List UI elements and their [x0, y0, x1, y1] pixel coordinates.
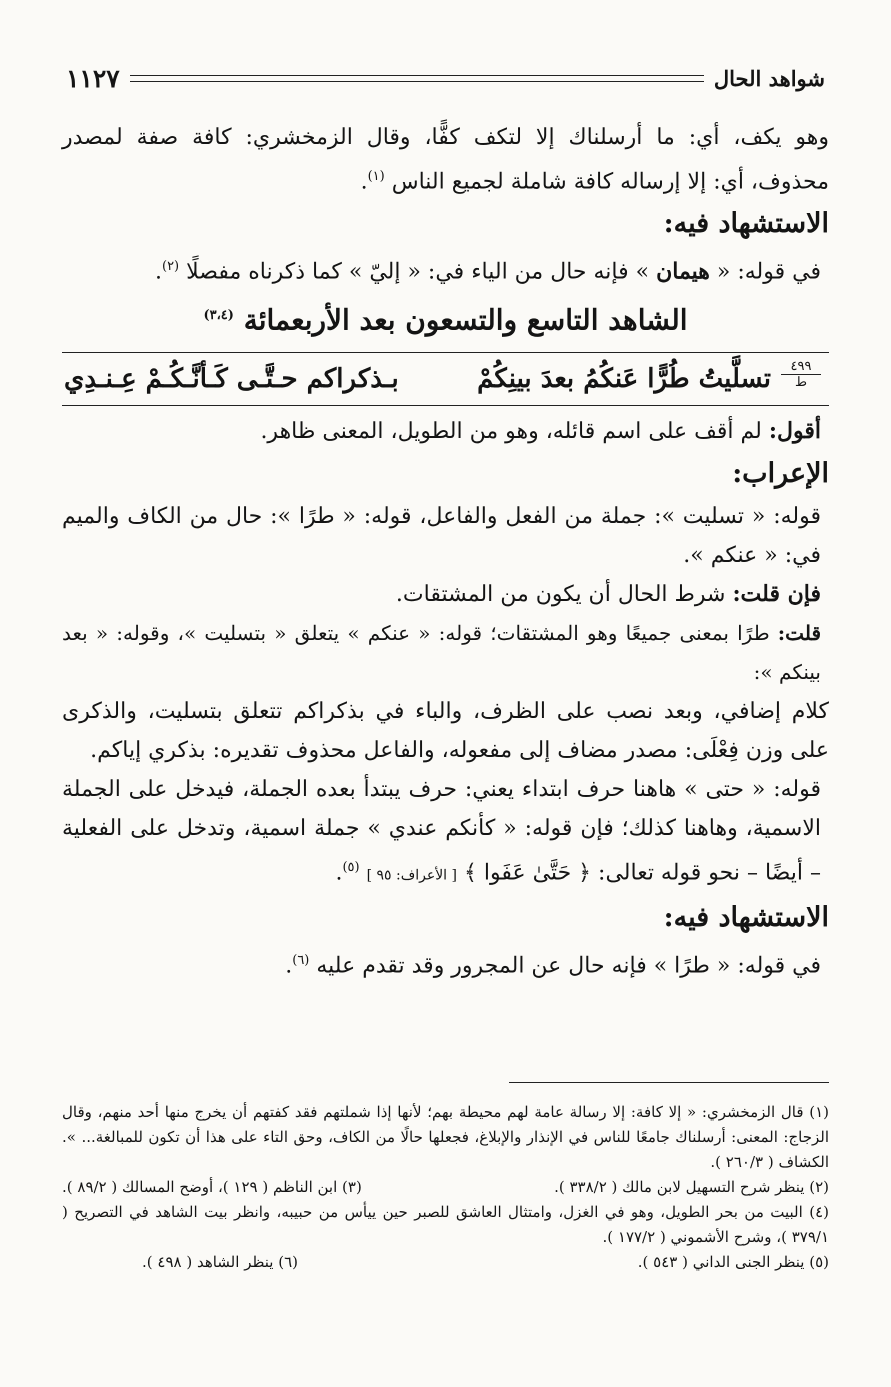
verse-first-hemistich: تسلَّيتُ طُرًّا عَنكُمُ بعدَ بينِكُمْ: [477, 363, 771, 394]
footnote-6: (٦) ينظر الشاهد ( ٤٩٨ ).: [142, 1253, 299, 1271]
paragraph-in-qulta: فإن قلت: شرط الحال أن يكون من المشتقات.: [395, 580, 821, 607]
page-number: ١١٢٧: [66, 63, 120, 93]
page-header: [66, 62, 825, 94]
verse-second-hemistich: بـذكراكم حـتَّـى كَـأنَّـكُـمْ عِـنـدِي: [64, 363, 399, 394]
paragraph-istishhad-2: في قوله: « طرًا » فإنه حال عن المجرور وقد تقدم عليه $^{(٦)}$.: [285, 953, 821, 979]
paragraph-aqul: أقول: لم أقف على اسم قائله، وهو من الطويل، المعنى ظاهر.: [260, 417, 821, 444]
verse-number: ٤٩٩ ط: [781, 359, 821, 390]
paragraph-qultu-rest: كلام إضافي، وبعد نصب على الظرف، والباء في بذكراكم تتعلق بتسليت، والذكرى على وزن فِعْلَى: مصدر مضاف إلى مفعوله، والفاعل محذوف تقديره: بذكري إياكم.: [62, 698, 829, 763]
footnote-5: (٥) ينظر الجنى الداني ( ٥٤٣ ).: [637, 1253, 829, 1271]
heading-istishhad: الاستشهاد فيه:: [663, 208, 829, 240]
shahid-title: الشاهد التاسع والتسعون بعد الأربعمائة $^{(٣،٤)}$: [203, 302, 688, 336]
footnotes: [62, 1100, 829, 1275]
footnote-row-2-3: [62, 1175, 829, 1200]
heading-irab: الإعراب:: [732, 457, 829, 489]
footnote-1: (١) قال الزمخشري: « إلا كافة: إلا رسالة عامة لهم محيطة بهم؛ لأنها إذا شملتهم فقد كفتهم أن يخرج منها أحد منهم، وقال الزجاج: المعنى: أرسلناك جامعًا للناس في الإنذار والإبلاغ، فجعلها حالًا من الكاف، وحق التاء على هذا أن تكون للمبالغة... ». الكشاف ( ٢٦٠/٣ ).: [62, 1103, 829, 1171]
paragraph-istishhad-1: في قوله: « هيمان » فإنه حال من الياء في: « إليّ » كما ذكرناه مفصلًا $^{(٢)}$.: [154, 258, 821, 285]
paragraph-qultu: قلت: طرًا بمعنى جميعًا وهو المشتقات؛ قوله: « عنكم » يتعلق « بتسليت »، وقوله: « بعد بينكم »:: [62, 620, 821, 684]
footnote-4: (٤) البيت من بحر الطويل، وهو في الغزل، وامتثال العاشق للصبر حين ييأس من حبيبه، وانظر بيت الشاهد في التصريح ( ٣٧٩/١ )، وشرح الأشموني ( ١٧٧/٢ ).: [62, 1203, 829, 1246]
running-title: شواهد الحال: [713, 65, 825, 91]
footnote-separator: [509, 1082, 829, 1083]
heading-istishhad-2: الاستشهاد فيه:: [663, 902, 829, 934]
header-rule: [130, 75, 704, 82]
poetry-verse: [62, 352, 829, 406]
footnote-ref: (١): [367, 169, 385, 184]
paragraph-hatta: قوله: « حتى » هاهنا حرف ابتداء يعني: حرف يبتدأ بعده الجملة، فيدخل على الجملة الاسمية، وهاهنا كذلك؛ فإن قوله: « كأنكم عندي » جملة اسمية، وتدخل على الفعلية – أيضًا – نحو قوله تعالى: ﴿ حَتَّىٰ عَفَوا ﴾ [ الأعراف: ٩٥ ] $^{(٥)}$.: [62, 776, 821, 886]
page-body: [62, 118, 829, 986]
footnote-3: (٣) ابن الناظم ( ١٢٩ )، أوضح المسالك ( ٨٩/٢ ).: [62, 1178, 362, 1196]
footnote-row-5-6: [62, 1250, 829, 1275]
footnote-2: (٢) ينظر شرح التسهيل لابن مالك ( ٣٣٨/٢ ).: [554, 1178, 829, 1196]
paragraph-irab: قوله: « تسليت »: جملة من الفعل والفاعل، قوله: « طرًا »: حال من الكاف والميم في: « عنكم ».: [62, 503, 821, 568]
paragraph-zamakhshari: وهو يكف، أي: ما أرسلناك إلا لتكف كفًّا، وقال الزمخشري: كافة صفة لمصدر محذوف، أي: إلا إرساله كافة شاملة لجميع الناس $^{(١)}$.: [62, 125, 829, 195]
